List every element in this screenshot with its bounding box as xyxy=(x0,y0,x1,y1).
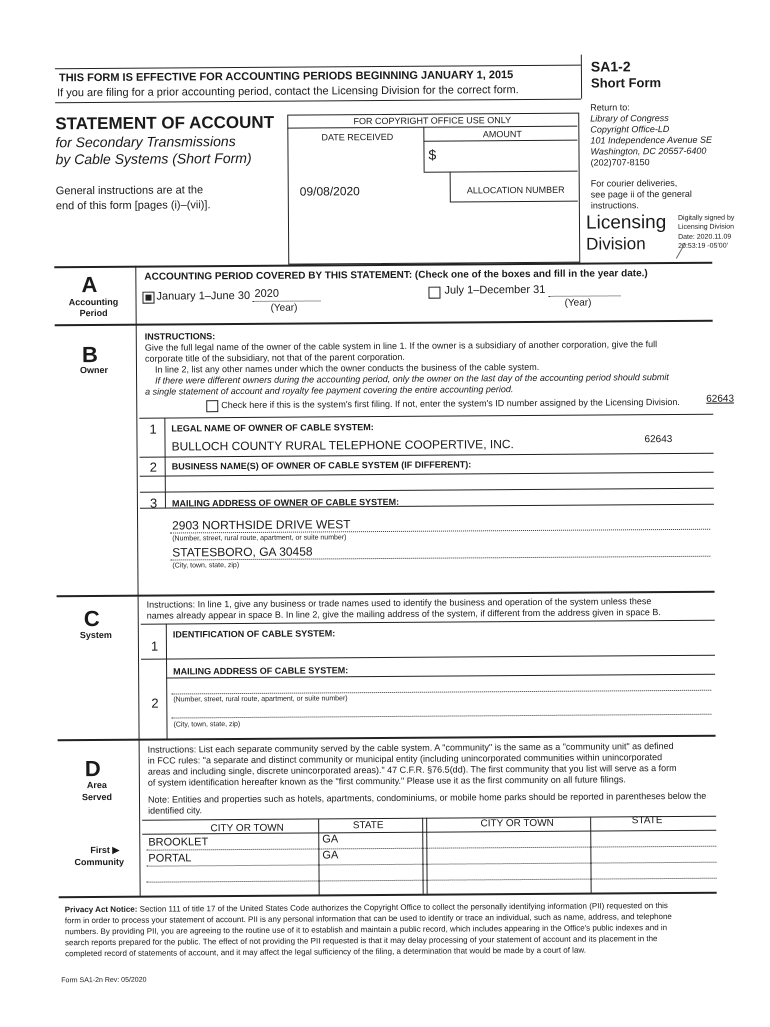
signature-digital-2: Licensing Division xyxy=(677,223,735,231)
system-id-number[interactable]: 62643 xyxy=(706,393,735,405)
return-line1: Library of Congress xyxy=(590,113,669,124)
owner-street-hint: (Number, street, rural route, apartment, or suite number) xyxy=(172,534,347,543)
privacy-l2: form in order to process your statement of account. PII is any personal information that can be used to identify or trace an individual, such as name, address, and telephone xyxy=(64,912,672,926)
year-label-1: (Year) xyxy=(270,302,298,314)
privacy-l1: Section 111 of title 17 of the United States Code authorizes the Copyright Office to collect the personally identifying information (PII) requested on this xyxy=(139,901,668,914)
page-title: STATEMENT OF ACCOUNT xyxy=(55,112,275,134)
privacy-lead: Privacy Act Notice: xyxy=(64,904,138,915)
space-a-label-2: Period xyxy=(79,307,108,319)
community-city-2[interactable]: PORTAL xyxy=(148,852,192,865)
option-jul-dec: July 1–December 31 xyxy=(444,283,546,297)
privacy-l3: numbers. By providing PII, you are agreeing to the routine use of it to establish and maintain a public record, which includes appearing in the Office's public indexes and in xyxy=(64,923,668,937)
prior-period-notice: If you are filing for a prior accounting period, contact the Licensing Division for the correct form. xyxy=(57,84,519,100)
space-c-label: System xyxy=(79,629,112,641)
courier-line2: see page ii of the general xyxy=(590,188,692,200)
checkbox-jan-jun[interactable] xyxy=(142,292,154,304)
left-column-rule xyxy=(135,266,140,896)
space-b-instr3: In line 2, list any other names under which the owner conducts the business of the cable system. xyxy=(154,361,540,375)
return-line5: (202)707-8150 xyxy=(590,157,650,168)
col-state-2: STATE xyxy=(631,815,663,827)
c-line1-num: 1 xyxy=(150,638,159,654)
courier-line3: instructions. xyxy=(590,200,639,211)
space-b-instr2: corporate title of the subsidiary, not that of the parent corporation. xyxy=(144,351,405,364)
owner-id-field[interactable]: 62643 xyxy=(644,433,673,446)
return-line4: Washington, DC 20557-6400 xyxy=(590,145,707,157)
signature-digital-4: 20:53:19 -05'00' xyxy=(678,242,728,250)
checkbox-first-filing[interactable] xyxy=(206,400,218,412)
b-line3-label: MAILING ADDRESS OF OWNER OF CABLE SYSTEM: xyxy=(171,496,400,509)
col-state-1: STATE xyxy=(352,820,384,832)
privacy-l4: search reports prepared for the public. The effect of not providing the PII requested is that it may delay processing of your statement of account and its placement in the xyxy=(64,934,658,948)
option-jan-jun-year: 2020 xyxy=(254,287,279,300)
first-community-label: First ▶ xyxy=(90,844,120,856)
owner-city-field[interactable]: STATESBORO, GA 30458 xyxy=(172,544,313,560)
c-mailing-label: MAILING ADDRESS OF CABLE SYSTEM: xyxy=(173,665,349,677)
b-line1-label: LEGAL NAME OF OWNER OF CABLE SYSTEM: xyxy=(171,422,374,434)
form-type: Short Form xyxy=(590,75,662,91)
return-line2: Copyright Office-LD xyxy=(590,124,670,135)
date-received-label: DATE RECEIVED xyxy=(321,131,394,143)
owner-street-field[interactable]: 2903 NORTHSIDE DRIVE WEST xyxy=(172,517,351,533)
space-b-letter: B xyxy=(81,342,98,368)
b-line3-num: 3 xyxy=(149,495,158,511)
c-line1-label: IDENTIFICATION OF CABLE SYSTEM: xyxy=(172,628,336,640)
community-city-1[interactable]: BROOKLET xyxy=(148,836,209,849)
space-b-label: Owner xyxy=(79,364,109,376)
first-community-label-2: Community xyxy=(74,856,124,868)
col-city-1: CITY OR TOWN xyxy=(210,822,284,835)
c-line2-num: 2 xyxy=(151,695,159,711)
space-d-note1: Note: Entities and properties such as hotels, apartments, condominiums, or mobile home parks should be reported in parentheses below the xyxy=(147,790,707,805)
col-city-2: CITY OR TOWN xyxy=(480,817,554,830)
signature-digital-1: Digitally signed by xyxy=(677,214,735,222)
space-d-instr2: in FCC rules: "a separate and distinct community or municipal entity (including unincorporated communities within unincorporated xyxy=(147,752,663,766)
space-d-letter: D xyxy=(84,755,101,782)
space-b-instr4: If there were different owners during the accounting period, only the owner on the last day of the accounting period should submit xyxy=(155,372,669,386)
year-label-2: (Year) xyxy=(564,297,592,309)
space-c-instr1: Instructions: In line 1, give any business or trade names used to identify the business and operation of the system unless these xyxy=(146,596,652,610)
space-d-instr1: Instructions: List each separate community served by the cable system. A "community" is the same as a "community unit" as defined xyxy=(147,740,674,755)
header-bottom-rule xyxy=(55,99,581,104)
space-c-letter: C xyxy=(83,605,100,632)
effective-notice: THIS FORM IS EFFECTIVE FOR ACCOUNTING PERIODS BEGINNING JANUARY 1, 2015 xyxy=(58,69,514,85)
first-filing-text: Check here if this is the system's first filing. If not, enter the system's ID number assigned by the Licensing Division. xyxy=(221,396,680,411)
owner-name-field[interactable]: BULLOCH COUNTY RURAL TELEPHONE COOPERTIVE, INC. xyxy=(171,437,514,454)
signature-name-1: Licensing xyxy=(585,212,667,234)
office-use-heading: FOR COPYRIGHT OFFICE USE ONLY xyxy=(353,115,512,127)
space-b-instructions-heading: INSTRUCTIONS: xyxy=(144,331,216,342)
return-to-label: Return to: xyxy=(590,102,630,113)
b-line2-num: 2 xyxy=(149,459,157,475)
space-d-instr3: areas and including single, discrete unincorporated areas)." 47 C.F.R. §76.5(dd). The first community that you list will serve as a form xyxy=(147,762,677,777)
form-revision: Form SA1-2n Rev: 05/2020 xyxy=(61,976,147,985)
c-street-hint: (Number, street, rural route, apartment, or suite number) xyxy=(173,695,348,704)
owner-city-hint: (City, town, state, zip) xyxy=(172,562,240,570)
space-d-note2: identified city. xyxy=(148,805,202,816)
checkbox-jul-dec[interactable] xyxy=(428,287,440,299)
form-code: SA1-2 xyxy=(590,58,631,75)
community-state-1[interactable]: GA xyxy=(322,833,339,846)
allocation-label: ALLOCATION NUMBER xyxy=(466,184,565,196)
amount-symbol: $ xyxy=(428,146,437,163)
space-d-label-2: Served xyxy=(81,791,113,803)
community-state-2[interactable]: GA xyxy=(322,849,339,862)
amount-label: AMOUNT xyxy=(482,129,522,140)
space-b-instr5: a single statement of account and royalty fee payment covering the entire accounting period. xyxy=(145,384,514,397)
b-line1-num: 1 xyxy=(149,421,157,437)
general-instructions-1: General instructions are at the xyxy=(55,184,204,198)
general-instructions-2: end of this form [pages (i)–(vii)]. xyxy=(55,199,211,213)
date-received-value: 09/08/2020 xyxy=(299,184,360,199)
option-jan-jun: January 1–June 30 xyxy=(156,289,251,303)
space-a-heading: ACCOUNTING PERIOD COVERED BY THIS STATEMENT: (Check one of the boxes and fill in the year date.) xyxy=(144,268,648,283)
b-line2-label: BUSINESS NAME(S) OF OWNER OF CABLE SYSTEM (IF DIFFERENT): xyxy=(171,459,472,472)
space-d-label-1: Area xyxy=(86,779,107,791)
privacy-l5: completed record of statements of account, and it may affect the legal sufficiency of the filing, a determination that would be made by a court of law. xyxy=(65,945,586,959)
space-b-instr1: Give the full legal name of the owner of the cable system in line 1. If the owner is a subsidiary of another corporation, give the full xyxy=(144,339,658,353)
header-divider xyxy=(581,55,582,99)
signature-digital-3: Date: 2020.11.09 xyxy=(678,233,732,241)
courier-line1: For courier deliveries, xyxy=(590,177,678,189)
space-a-letter: A xyxy=(81,272,98,298)
space-c-instr2: names already appear in space B. In line 2, give the mailing address of the system, if different from the address given in space B. xyxy=(146,607,661,621)
return-line3: 101 Independence Avenue SE xyxy=(590,134,713,146)
space-d-instr4: of system identification hereafter known as the "first community." Please use it as the first community on all future filings. xyxy=(147,774,626,788)
signature-name-2: Division xyxy=(586,234,646,254)
space-a-label-1: Accounting xyxy=(68,296,119,308)
c-city-hint: (City, town, state, zip) xyxy=(173,721,241,729)
title-sub1: for Secondary Transmissions xyxy=(55,133,236,151)
title-sub2: by Cable Systems (Short Form) xyxy=(55,149,252,168)
